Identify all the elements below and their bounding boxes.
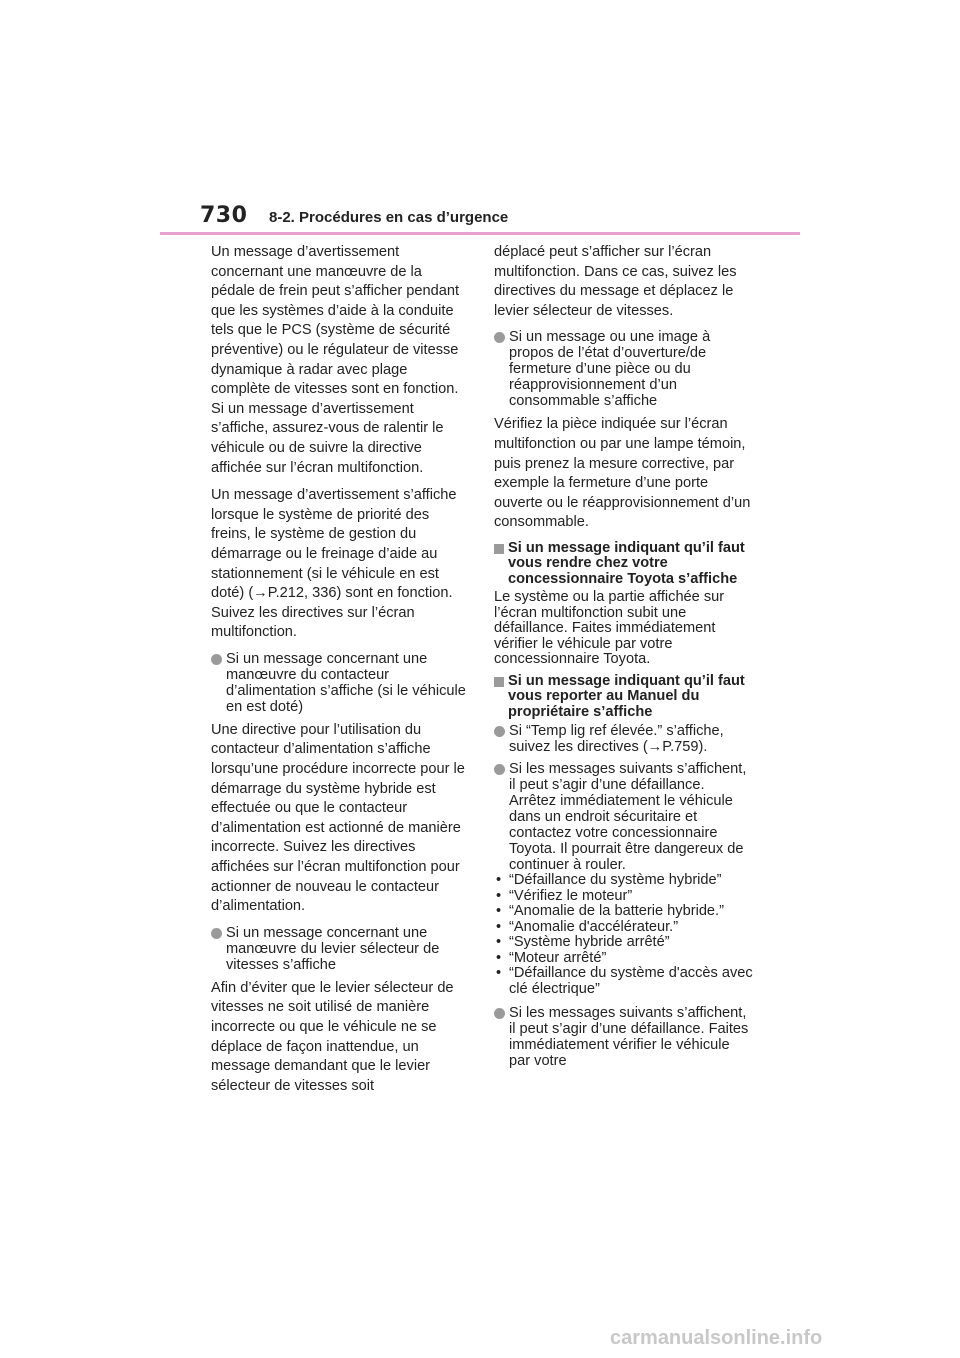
header-divider [160,232,800,235]
paragraph: déplacé peut s’afficher sur l’écran multifonction. Dans ce cas, suivez les directives du message et déplacez le levier sélecteur de vitesses. [494,244,737,319]
subsection-heading: Si un message indiquant qu’il faut vous rendre chez votre concessionnaire Toyota s’affiche [494,541,754,588]
paragraph: Afin d’éviter que le levier sélecteur de vitesses ne soit utilisé de manière incorrecte ou que le véhicule ne se déplace de façon inattendue, un message demandant que le levier sélecteur de vitesses soit [211,979,454,1094]
bullet-item: Si “Temp lig ref élevée.” s’affiche, suivez les directives (→P.759). [494,723,754,755]
bullet-item: Si les messages suivants s’affichent, il peut s’agir d’une défaillance. Arrêtez immédiatement le véhicule dans un endroit sécuritaire et contactez votre concessionnaire Toyota. Il pourrait être dangereux de continuer à rouler. [494,761,754,873]
list-item: • “Système hybride arrêté” [494,935,754,951]
paragraph: Une directive pour l’utilisation du contacteur d’alimentation s’affiche lorsqu’une procédure incorrecte pour le démarrage du système hybride est effectuée ou que le contacteur d’alimentation est actionné de manière incorrecte. Suivez les directives affichées sur l’écran multifonction pour actionner de nouveau le contacteur d’alimentation. [211,721,465,915]
page-number: 730 [200,203,248,228]
list-item: • “Anomalie d'accélérateur.” [494,920,754,936]
list-item: • “Anomalie de la batterie hybride.” [494,904,754,920]
list-item: • “Moteur arrêté” [494,951,754,967]
paragraph: Le système ou la partie affichée sur l’écran multifonction subit une défaillance. Faites immédiatement vérifier le véhicule par votre concessionnaire Toyota. [494,589,725,668]
bullet-item: Si les messages suivants s’affichent, il peut s’agir d’une défaillance. Faites immédiatement vérifier le véhicule par votre [494,1005,754,1069]
paragraph: Vérifiez la pièce indiquée sur l’écran multifonction ou par une lampe témoin, puis prenez la mesure corrective, par exemple la fermeture d’une porte ouverte ou le réapprovisionnement d’un consommable. [494,416,751,531]
paragraph: Un message d’avertissement concernant une manœuvre de la pédale de frein peut s’afficher pendant que les systèmes d’aide à la conduite tels que le PCS (système de sécurité préventive) ou le régulateur de vitesse dynamique à radar avec plage complète de vitesses sont en fonction. Si un message d’avertissement s’affiche, assurez-vous de ralentir le véhicule ou de suivre la directive affichée sur l’écran multifonction. [211,244,460,476]
list-item: • “Défaillance du système hybride” [494,873,754,889]
watermark: carmanualsonline.info [610,1327,823,1349]
bullet-item: Si un message concernant une manœuvre du contacteur d’alimentation s’affiche (si le véhicule en est doté) [211,651,469,715]
bullet-item: Si un message ou une image à propos de l’état d’ouverture/de fermeture d’une pièce ou du réapprovisionnement d’un consommable s’affiche [494,329,754,409]
subsection-heading: Si un message indiquant qu’il faut vous reporter au Manuel du propriétaire s’affiche [494,674,754,721]
paragraph: Un message d’avertissement s’affiche lorsque le système de priorité des freins, le système de gestion du démarrage ou le freinage d’aide au stationnement (si le véhicule en est doté) (→P.212, 336) sont en fonction. Suivez les directives sur l’écran multifonction. [211,487,457,641]
left-column [211,243,469,1104]
list-item: • “Vérifiez le moteur” [494,889,754,905]
right-column [494,243,754,1075]
list-item: • “Défaillance du système d'accès avec clé électrique” [494,966,754,997]
message-list [494,873,754,997]
section-title: 8-2. Procédures en cas d’urgence [269,209,509,226]
bullet-item: Si un message concernant une manœuvre du levier sélecteur de vitesses s’affiche [211,925,469,973]
